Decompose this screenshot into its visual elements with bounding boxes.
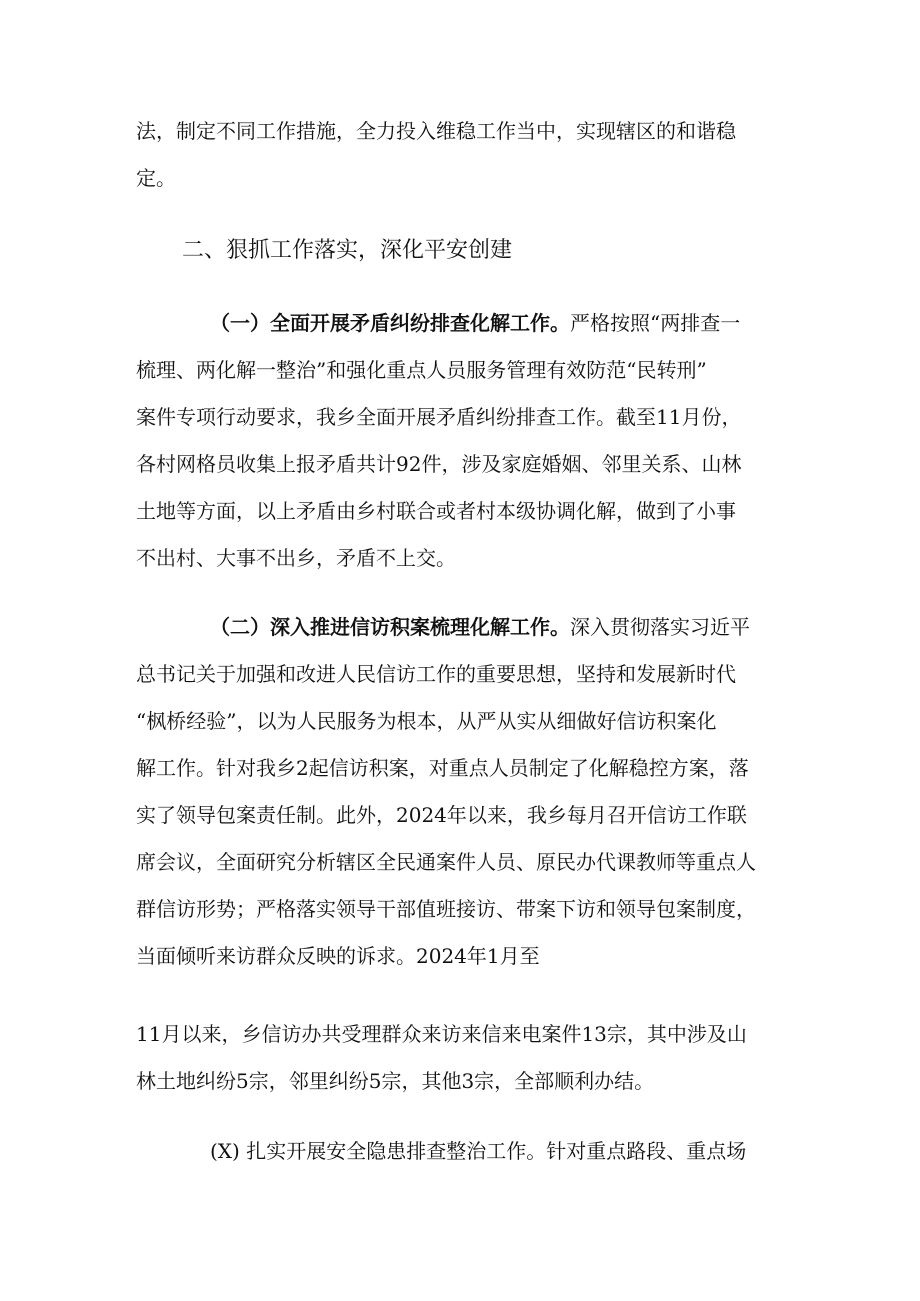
subsection-1-line: 各村网格员收集上报矛盾共计92件，涉及家庭婚姻、邻里关系、山林 — [136, 452, 742, 476]
subsection-1-line: 案件专项行动要求，我乡全面开展矛盾纠纷排查工作。截至11月份， — [136, 405, 742, 429]
subsection-3-first-line: (X) 扎实开展安全隐患排查整治工作。针对重点路段、重点场 — [210, 1139, 747, 1163]
subsection-2-line: 群信访形势；严格落实领导干部值班接访、带案下访和领导包案制度， — [136, 897, 756, 921]
subsection-1-first-line-text: 严格按照“两排查一 — [570, 311, 741, 335]
subsection-2-first-line-text: 深入贯彻落实习近平 — [570, 615, 750, 639]
intro-line-2: 定。 — [136, 166, 176, 190]
subsection-2-line: 席会议，全面研究分析辖区全民通案件人员、原民办代课教师等重点人 — [136, 850, 756, 874]
subsection-1-first-line — [210, 310, 790, 336]
subsection-1-line: 不出村、大事不出乡，矛盾不上交。 — [136, 546, 456, 570]
subsection-2-line: “枫桥经验”，以为人民服务为根本，从严从实从细做好信访积案化 — [136, 709, 717, 733]
subsection-2-line: 实了领导包案责任制。此外，2024年以来，我乡每月召开信访工作联 — [136, 803, 747, 827]
subsection-2-line: 当面倾听来访群众反映的诉求。2024年1月至 — [136, 944, 540, 968]
subsection-1-heading: （一）全面开展矛盾纠纷排查化解工作。 — [210, 311, 570, 335]
section-heading: 二、狠抓工作落实，深化平安创建 — [182, 238, 513, 263]
subsection-2-first-line — [210, 614, 790, 640]
subsection-2-line: 总书记关于加强和改进人民信访工作的重要思想，坚持和发展新时代 — [136, 662, 736, 686]
subsection-2-continuation-line: 11月以来，乡信访办共受理群众来访来信来电案件13宗，其中涉及山 — [136, 1022, 747, 1046]
subsection-2-continuation-line: 林土地纠纷5宗，邻里纠纷5宗，其他3宗，全部顺利办结。 — [136, 1069, 655, 1093]
subsection-2-line: 解工作。针对我乡2起信访积案，对重点人员制定了化解稳控方案，落 — [136, 756, 749, 780]
intro-line-1: 法，制定不同工作措施，全力投入维稳工作当中，实现辖区的和谐稳 — [136, 119, 736, 143]
subsection-2-heading: （二）深入推进信访积案梳理化解工作。 — [210, 615, 570, 639]
subsection-1-line: 梳理、两化解一整治”和强化重点人员服务管理有效防范“民转刑” — [136, 358, 707, 382]
subsection-1-line: 土地等方面，以上矛盾由乡村联合或者村本级协调化解，做到了小事 — [136, 499, 736, 523]
